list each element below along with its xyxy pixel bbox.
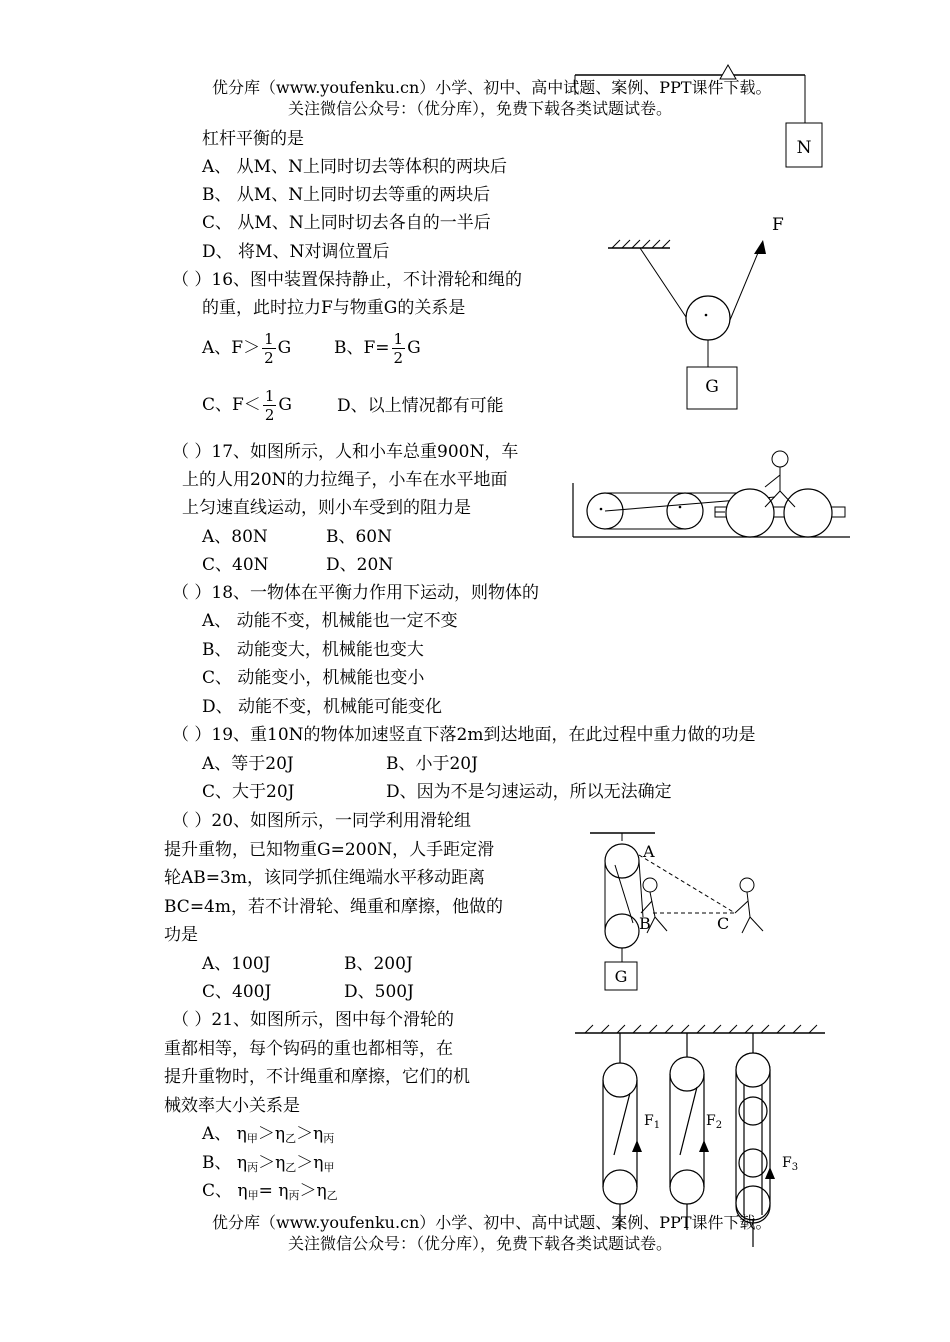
q17-option-b: B、60N [326, 527, 392, 547]
fixed-pulley [605, 844, 639, 878]
q18-option-a: A、 动能不变，机械能也一定不变 [202, 611, 458, 631]
person-c-head [740, 878, 754, 892]
q16-option-a: A、F＞ $\frac{1}{2}$ G [202, 330, 292, 367]
weight-g-label: G [705, 377, 719, 397]
footer-line-2: 关注微信公众号：（优分库），免费下载各类试题试卷。 [288, 1234, 673, 1253]
q20-line-4: BC=4m，若不计滑轮、绳重和摩擦，他做的 [164, 897, 503, 917]
q20-option-a: A、100J [202, 954, 271, 974]
q18-line-1: （ ）18、一物体在平衡力作用下运动，则物体的 [172, 583, 540, 603]
header-line-1: 优分库（www.youfenku.cn）小学、初中、高中试题、案例、PPT课件下载。 [212, 78, 772, 97]
q20-option-c: C、400J [202, 982, 272, 1002]
header-line-2: 关注微信公众号：（优分库），免费下载各类试题试卷。 [288, 99, 673, 118]
cart-pulley [667, 493, 703, 529]
footer-line-1: 优分库（www.youfenku.cn）小学、初中、高中试题、案例、PPT课件下载。 [212, 1213, 772, 1232]
q16-b-prefix: B、F= [334, 338, 390, 358]
q17-option-a: A、80N [202, 527, 268, 547]
pulley-system-yi [670, 1033, 704, 1230]
q19-option-b: B、小于20J [386, 754, 478, 774]
person-head [772, 451, 788, 467]
q17-line-1: （ ）17、如图所示，人和小车总重900N，车 [172, 442, 519, 462]
cart-pulley-axle [679, 506, 682, 509]
person-b-leg-right [655, 917, 667, 931]
q17-line-3: 上匀速直线运动，则小车受到的阻力是 [182, 498, 471, 518]
q16-option-c: C、F＜ $\frac{1}{2}$ G [202, 387, 292, 424]
label-f3: $F_3$ [782, 1155, 799, 1173]
q20-option-d: D、500J [344, 982, 414, 1002]
q15-option-b: B、 从M、N上同时切去等重的两块后 [202, 185, 491, 205]
rope-left [640, 248, 688, 320]
pulley-system-jia [603, 1033, 637, 1230]
person-c-leg-right [750, 917, 763, 931]
q21-option-a: A、 $\eta_甲>\eta_乙>\eta_丙$ [202, 1124, 335, 1145]
q19-option-d: D、因为不是匀速运动，所以无法确定 [386, 782, 672, 802]
cart-wheel-front [726, 489, 774, 537]
person-c-body [747, 892, 750, 917]
q20-line-5: 功是 [164, 925, 198, 945]
q15-option-d: D、 将M、N对调位置后 [202, 242, 390, 262]
fraction-half: $\frac{1}{2}$ [393, 330, 404, 367]
person-c-arm [735, 901, 748, 913]
point-c-label: C [717, 914, 730, 933]
label-f2: $F_2$ [706, 1113, 723, 1131]
point-b-label: B [639, 914, 651, 933]
rope-right [639, 861, 643, 917]
q18-option-c: C、 动能变小，机械能也变小 [202, 668, 425, 688]
q21-line-2: 重都相等，每个钩码的重也都相等，在 [164, 1039, 453, 1059]
pulley-block-figure [585, 825, 785, 995]
q19-line-1: （ ）19、重10N的物体加速竖直下落2m到达地面，在此过程中重力做的功是 [172, 725, 756, 745]
point-a-label: A [643, 842, 655, 861]
q20-line-1: （ ）20、如图所示，一同学利用滑轮组 [172, 811, 472, 831]
weight-g-label: G [614, 967, 628, 986]
block-n-label: N [796, 138, 812, 158]
q20-line-2: 提升重物，已知物重G=200N，人手距定滑 [164, 840, 495, 860]
person-b-head [643, 878, 657, 892]
q16-line-2: 的重，此时拉力F与物重G的关系是 [202, 298, 466, 318]
movable-pulley-figure [600, 210, 800, 420]
person-arm [765, 475, 780, 487]
q16-a-prefix: A、F＞ [202, 338, 261, 358]
cart-figure [565, 445, 860, 545]
q21-line-4: 械效率大小关系是 [164, 1096, 300, 1116]
fraction-half: $\frac{1}{2}$ [264, 330, 274, 367]
person-c-leg-left [742, 917, 750, 933]
q17-option-c: C、40N [202, 555, 269, 575]
q21-option-c: C、 $\eta_甲= \eta_丙>\eta_乙$ [202, 1181, 338, 1202]
fraction-half: $\frac{1}{2}$ [264, 387, 275, 424]
q17-line-2: 上的人用20N的力拉绳子，小车在水平地面 [182, 470, 508, 490]
ceiling-hatch [585, 1025, 817, 1033]
pulley-wheel [686, 296, 730, 340]
q19-option-c: C、大于20J [202, 782, 295, 802]
q16-c-prefix: C、F＜ [202, 395, 261, 415]
ceiling-hatch [612, 240, 670, 248]
arrow-f1 [632, 1140, 642, 1152]
q21-option-b: B、 $\eta_丙>\eta_乙>\eta_甲$ [202, 1153, 335, 1174]
q21-line-1: （ ）21、如图所示，图中每个滑轮的 [172, 1010, 455, 1030]
q20-line-3: 轮AB=3m，该同学抓住绳端水平移动距离 [164, 868, 485, 888]
q16-option-b: B、F= $\frac{1}{2}$ G [334, 330, 421, 367]
force-label-f: F [772, 215, 784, 235]
q15-option-c: C、 从M、N上同时切去各自的一半后 [202, 213, 491, 233]
pulley-axle [705, 314, 708, 317]
q15-option-a: A、 从M、N上同时切去等体积的两块后 [202, 157, 507, 177]
label-f1: $F_1$ [644, 1113, 661, 1131]
rope-right [730, 248, 760, 320]
q16-line-1: （ ）16、图中装置保持静止，不计滑轮和绳的 [172, 270, 523, 290]
q15-stem: 杠杆平衡的是 [202, 129, 304, 149]
q16-option-d: D、以上情况都有可能 [337, 396, 504, 416]
q20-option-b: B、200J [344, 954, 413, 974]
movable-pulley [605, 914, 639, 948]
q17-option-d: D、20N [326, 555, 394, 575]
q18-option-b: B、 动能变大，机械能也变大 [202, 640, 424, 660]
q21-line-3: 提升重物时，不计绳重和摩擦，它们的机 [164, 1067, 470, 1087]
q18-option-d: D、 动能不变，机械能可能变化 [202, 697, 443, 717]
force-arrow-head [754, 240, 766, 254]
cart-wheel-back [784, 489, 832, 537]
q19-option-a: A、等于20J [202, 754, 294, 774]
arrow-f2 [699, 1140, 709, 1152]
fixed-pulley-axle [600, 508, 603, 511]
